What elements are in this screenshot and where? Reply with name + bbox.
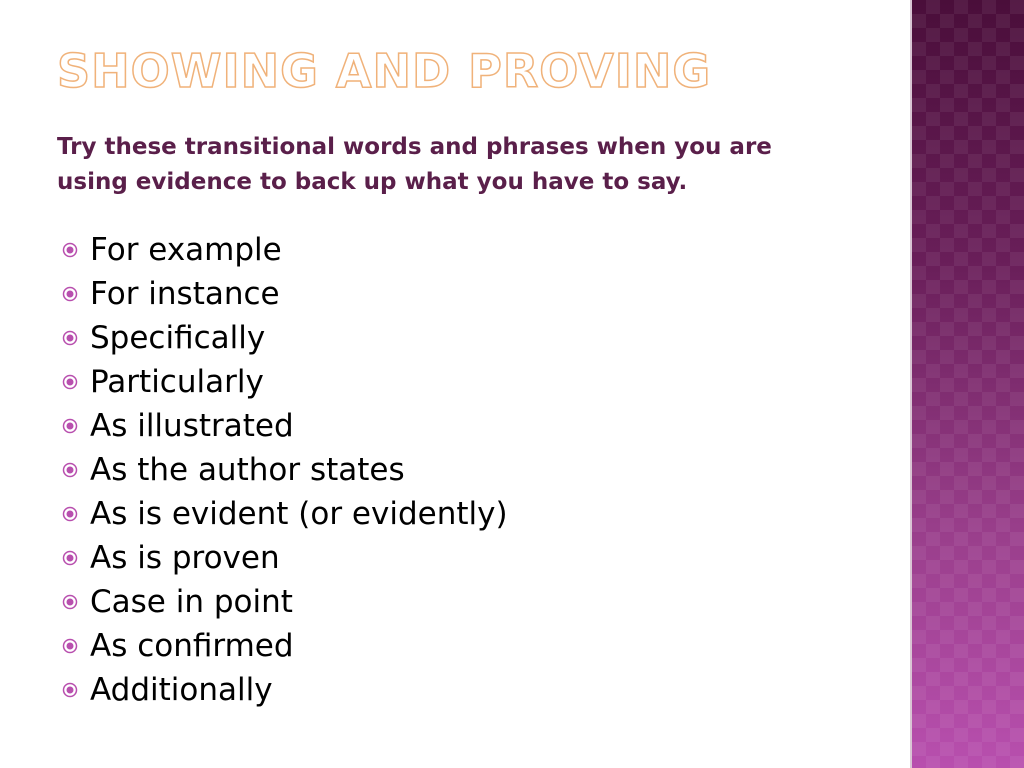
list-item-label: As the author states xyxy=(90,452,405,488)
list-item-label: As confirmed xyxy=(90,628,294,664)
decorative-side-panel xyxy=(912,0,1024,768)
slide-title: SHOWING AND PROVING xyxy=(57,44,712,98)
radio-bullet-icon xyxy=(62,506,78,522)
list-item-label: As is proven xyxy=(90,540,280,576)
radio-bullet-icon xyxy=(62,374,78,390)
list-item-label: Specifically xyxy=(90,320,266,356)
list-item-label: As is evident (or evidently) xyxy=(90,496,508,532)
list-item xyxy=(62,316,508,360)
bullet-list xyxy=(62,228,508,712)
radio-bullet-icon xyxy=(62,638,78,654)
list-item xyxy=(62,360,508,404)
list-item xyxy=(62,580,508,624)
list-item xyxy=(62,536,508,580)
list-item xyxy=(62,492,508,536)
list-item xyxy=(62,624,508,668)
list-item xyxy=(62,668,508,712)
radio-bullet-icon xyxy=(62,418,78,434)
radio-bullet-icon xyxy=(62,462,78,478)
radio-bullet-icon xyxy=(62,330,78,346)
slide-subtitle: Try these transitional words and phrases when you are using evidence to back up what you have to say. xyxy=(57,134,772,195)
list-item xyxy=(62,228,508,272)
list-item-label: Additionally xyxy=(90,672,273,708)
radio-bullet-icon xyxy=(62,682,78,698)
list-item xyxy=(62,404,508,448)
list-item-label: Case in point xyxy=(90,584,293,620)
list-item-label: For example xyxy=(90,232,282,268)
radio-bullet-icon xyxy=(62,594,78,610)
radio-bullet-icon xyxy=(62,550,78,566)
list-item-label: Particularly xyxy=(90,364,264,400)
list-item-label: As illustrated xyxy=(90,408,294,444)
list-item-label: For instance xyxy=(90,276,280,312)
radio-bullet-icon xyxy=(62,286,78,302)
list-item xyxy=(62,448,508,492)
radio-bullet-icon xyxy=(62,242,78,258)
list-item xyxy=(62,272,508,316)
